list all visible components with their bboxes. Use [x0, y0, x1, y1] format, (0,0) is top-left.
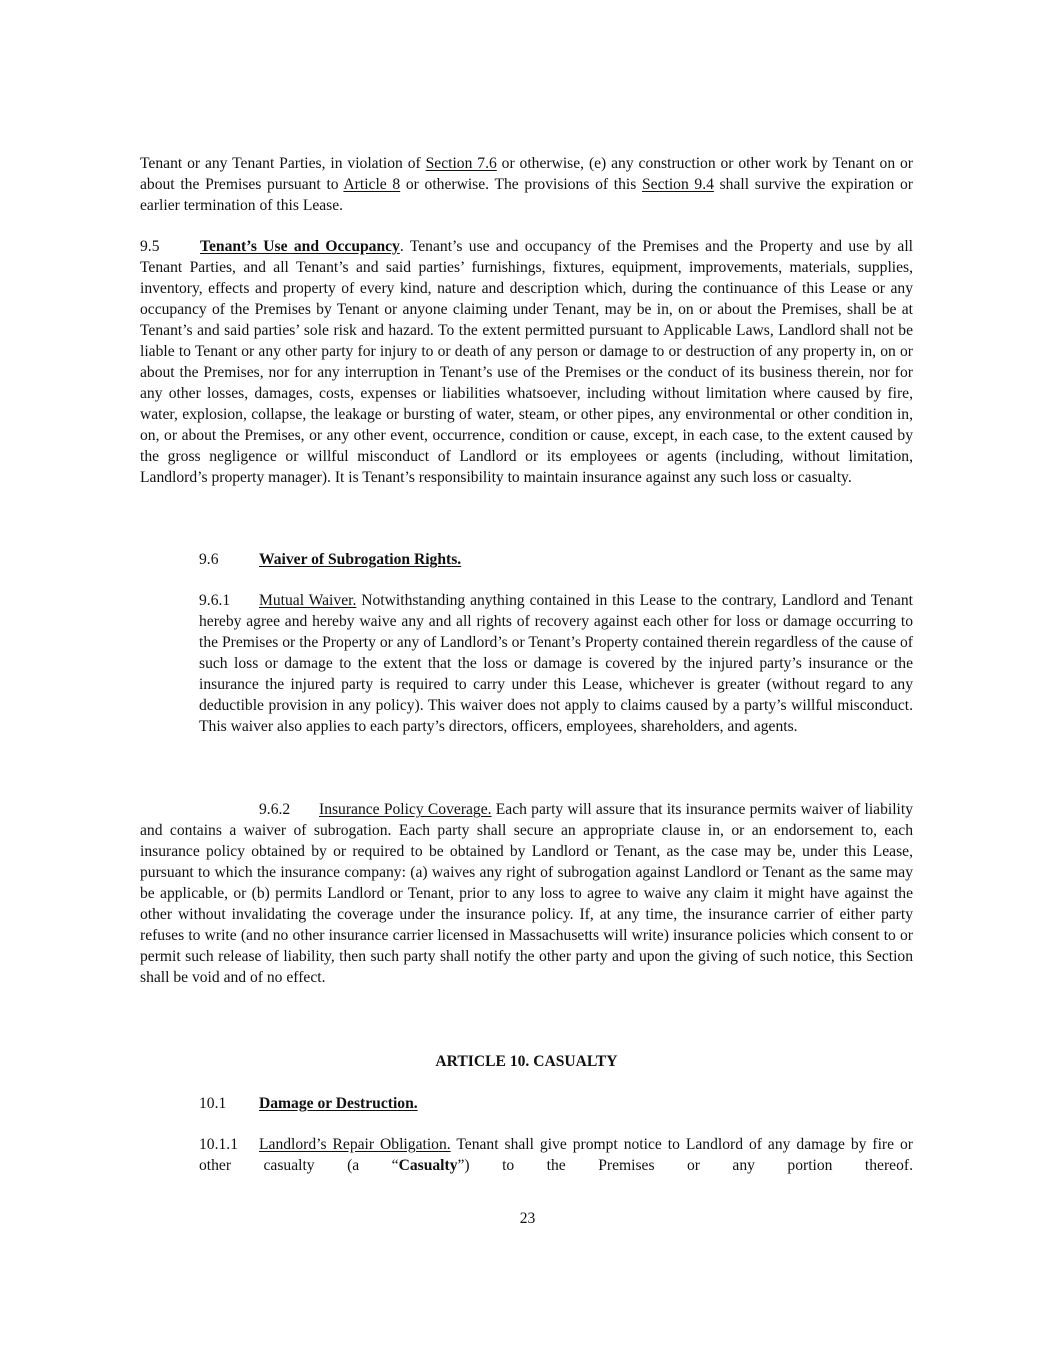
section-9-6-heading [199, 549, 461, 570]
section-9-5-body: . Tenant’s use and occupancy of the Premises and the Property and use by all Tenant Parties, and all Tenant’s and said parties’ furnishings, fixtures, equipment, improvements, materials, supplies, inventory, effects and property of every kind, nature and description which, during the continuance of this Lease or any occupancy of the Premises by Tenant or anyone claiming under Tenant, may be in, on or about the Premises, shall be at Tenant’s and said parties’ sole risk and hazard. To the extent permitted pursuant to Applicable Laws, Landlord shall not be liable to Tenant or any other party for injury to or death of any person or damage to or destruction of any property in, on or about the Premises, nor for any interruption in Tenant’s use of the Premises or the conduct of its business therein, nor for any other losses, damages, costs, expenses or liabilities whatsoever, including without limitation where caused by fire, water, explosion, collapse, the leakage or bursting of water, steam, or other pipes, any environmental or other condition in, on, or about the Premises, or any other event, occurrence, condition or cause, except, in each case, to the extent caused by the gross negligence or willful misconduct of Landlord or its employees or agents (including, without limitation, Landlord’s property manager). It is Tenant’s responsibility to maintain insurance against any such loss or casualty. [140, 238, 914, 486]
text-run: Tenant shall give prompt notice to Landlord of any damage by fire or other casualty (a “ [199, 1136, 913, 1174]
section-10-1-heading [199, 1093, 418, 1114]
section-10-1-title: Damage or Destruction. [259, 1095, 418, 1112]
section-9-6-title: Waiver of Subrogation Rights. [259, 551, 462, 568]
section-number: 10.1 [199, 1095, 227, 1112]
text-run: or otherwise. The provisions of this [400, 176, 642, 193]
page-number: 23 [519, 1210, 536, 1227]
section-number: 9.6 [199, 551, 219, 568]
article-10-heading: ARTICLE 10. CASUALTY [435, 1053, 618, 1070]
section-9-6-2-title: Insurance Policy Coverage. [319, 801, 492, 818]
section-9-5-title: Tenant’s Use and Occupancy [200, 238, 400, 255]
section-10-1-1-title: Landlord’s Repair Obligation. [259, 1136, 451, 1153]
article-8-reference: Article 8 [343, 176, 401, 193]
section-9-6-2-body: Each party will assure that its insurance permits waiver of liability and contains a waiver of subrogation. Each party shall secure an appropriate clause in, or an endorsement to, each insurance policy obtained by or required to be obtained by Landlord or Tenant, as the case may be, under this Lease, pursuant to which the insurance company: (a) waives any right of subrogation against Landlord or Tenant as the same may be applicable, or (b) permits Landlord or Tenant, prior to any loss to agree to waive any claim it might have against the other without invalidating the coverage under the insurance policy. If, at any time, the insurance carrier of either party refuses to write (and no other insurance carrier licensed in Massachusetts will write) insurance policies which consent to or permit such release of liability, then such party shall notify the other party and upon the giving of such notice, this Section shall be void and of no effect. [140, 801, 913, 986]
section-7-6-reference: Section 7.6 [425, 155, 497, 172]
section-9-6-1-body: Notwithstanding anything contained in this Lease to the contrary, Landlord and Tenant hereby agree and hereby waive any and all rights of recovery against each other for loss or damage occurring to the Premises or the Property or any of Landlord’s or Tenant’s Property contained therein regardless of the cause of such loss or damage to the extent that the loss or damage is covered by the injured party’s insurance or the insurance the injured party is required to carry under this Lease, whichever is greater (without regard to any deductible provision in any policy). This waiver does not apply to claims caused by a party’s willful misconduct. This waiver also applies to each party’s directors, officers, employees, shareholders, and agents. [199, 592, 913, 735]
text-run: Tenant or any Tenant Parties, in violation of [140, 155, 426, 172]
section-9-6-1-title: Mutual Waiver. [259, 592, 357, 609]
paragraph-9-4-continuation [140, 153, 913, 216]
text-run: shall survive the expiration or earlier termination of this Lease. [140, 176, 913, 214]
section-9-5-paragraph [140, 236, 913, 488]
section-9-6-1-paragraph [199, 590, 913, 737]
section-number: 9.5 [140, 238, 160, 255]
section-9-4-reference: Section 9.4 [641, 176, 714, 193]
section-number: 9.6.1 [199, 592, 231, 609]
section-number: 10.1.1 [199, 1136, 238, 1153]
section-number: 9.6.2 [259, 801, 291, 818]
section-9-6-2-paragraph [140, 799, 913, 988]
section-10-1-1-paragraph [199, 1134, 913, 1176]
text-run: ”) to the Premises or any portion thereof. [457, 1157, 913, 1174]
casualty-defined-term: Casualty [398, 1157, 458, 1174]
text-run: or otherwise, (e) any construction or other work by Tenant on or about the Premises pursuant to [140, 155, 913, 193]
